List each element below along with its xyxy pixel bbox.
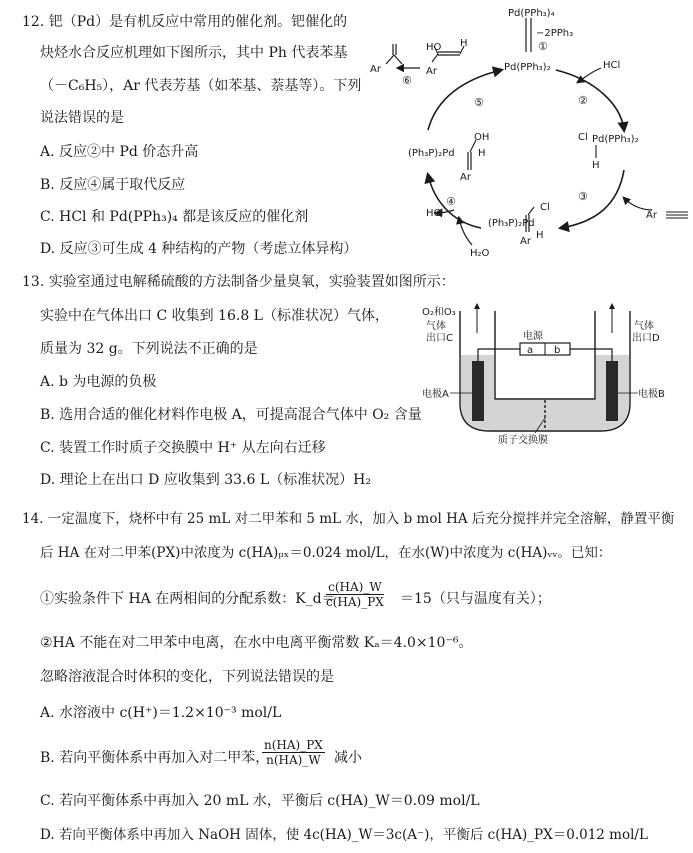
q14-option-b-suffix: 减小: [334, 750, 362, 766]
ho-label-top: HO: [426, 42, 442, 53]
pd-pph3-2-right: Pd(PPh₃)₂: [592, 134, 639, 145]
cl-label-right: Cl: [578, 132, 588, 143]
step-1-label: ①: [538, 40, 548, 53]
h-label-left: H: [478, 148, 486, 159]
electrode-a-label: 电极A: [422, 389, 449, 400]
q13-option-a[interactable]: A. b 为电源的负极: [40, 374, 157, 390]
step-4-label: ④: [446, 195, 456, 208]
q14-option-d[interactable]: D. 若向平衡体系中再加入 NaOH 固体，使 4c(HA)_W＝3c(A⁻)，平衡后 c(HA)_PX＝0.012 mol/L: [40, 827, 648, 843]
ar-alkyne-label: Ar: [646, 210, 657, 221]
q14-item2: ②HA 不能在对二甲苯中电离，在水中电离平衡常数 Kₐ＝4.0×10⁻⁶。: [40, 635, 473, 651]
oh-label-left: OH: [474, 132, 490, 143]
q12-option-c[interactable]: C. HCl 和 Pd(PPh₃)₄ 都是该反应的催化剂: [40, 209, 309, 225]
ar-label-left: Ar: [460, 172, 471, 183]
q14-option-a[interactable]: A. 水溶液中 c(H⁺)＝1.2×10⁻³ mol/L: [40, 705, 282, 721]
q12-option-d[interactable]: D. 反应③可生成 4 种结构的产物（考虑立体异构）: [40, 241, 358, 257]
q13-stem-line2: 实验中在气体出口 C 收集到 16.8 L（标准状况）气体，: [40, 308, 389, 324]
option-b-denominator: n(HA)_W: [266, 753, 321, 767]
q12-option-a[interactable]: A. 反应②中 Pd 价态升高: [40, 144, 199, 160]
step-3-label: ③: [578, 190, 588, 203]
gas-outlet-d-line1: 气体: [634, 321, 654, 332]
q12-stem-line2: 炔烃水合反应机理如下图所示，其中 Ph 代表苯基: [40, 45, 348, 61]
gas-outlet-c-line1: 气体: [426, 321, 446, 332]
power-label: 电源: [523, 331, 543, 342]
electrode-b: [606, 361, 618, 421]
partition-coefficient-fraction: [326, 580, 384, 609]
hcl-out-label: HCl: [426, 208, 444, 219]
cl-label-bottom: Cl: [540, 202, 550, 213]
q12-stem-line3: （－C₆H₅），Ar 代表芳基（如苯基、萘基等）。下列: [40, 78, 362, 94]
q13-stem-line1: 13. 实验室通过电解稀硫酸的方法制备少量臭氧，实验装置如图所示：: [22, 274, 455, 290]
option-b-fraction: [262, 738, 325, 767]
fraction-denominator: c(HA)_PX: [326, 595, 384, 609]
q14-option-c[interactable]: C. 若向平衡体系中再加入 20 mL 水，平衡后 c(HA)_W＝0.09 mol/L: [40, 793, 480, 809]
pd-pph3-4-label: Pd(PPh₃)₄: [508, 8, 555, 19]
ar-label-bottom: Ar: [520, 236, 531, 247]
step-2-label: ②: [578, 94, 588, 107]
h-label-right: H: [592, 160, 600, 171]
ar-label-top: Ar: [426, 66, 437, 77]
cycle-arrow-3: [561, 170, 624, 228]
q14-item1-suffix: ＝15（只与温度有关）；: [400, 591, 551, 607]
q13-option-b[interactable]: B. 选用合适的催化材料作电极 A，可提高混合气体中 O₂ 含量: [40, 407, 422, 423]
q14-stem-line2: 后 HA 在对二甲苯(PX)中浓度为 c(HA)ₚₓ＝0.024 mol/L，在水(W)中浓度为 c(HA)ᵥᵥ。已知：: [40, 545, 612, 561]
q14-option-b-prefix[interactable]: B. 若向平衡体系中再加入对二甲苯，: [40, 750, 270, 766]
q12-stem-line1: 12. 钯（Pd）是有机反应中常用的催化剂。钯催化的: [22, 14, 348, 30]
ar-ketone-label: Ar: [370, 64, 381, 75]
q13-stem-line3: 质量为 32 g。下列说法不正确的是: [40, 341, 258, 357]
q12-stem-line4: 说法错误的是: [40, 110, 124, 126]
fraction-numerator: c(HA)_W: [328, 580, 382, 594]
electrode-b-label: 电极B: [638, 389, 665, 400]
q14-item1-prefix: ①实验条件下 HA 在两相间的分配系数：K_d＝: [40, 591, 336, 607]
cycle-arrow-5: [428, 70, 501, 130]
q13-option-c[interactable]: C. 装置工作时质子交换膜中 H⁺ 从左向右迁移: [40, 440, 326, 456]
pd-pph3-2-center: Pd(PPh₃)₂: [504, 62, 551, 73]
catalytic-cycle-diagram: [356, 0, 693, 266]
pd-label-left: (Ph₃P)₂Pd: [408, 148, 455, 159]
alkyne-in-arrow: [624, 198, 652, 210]
q13-option-d[interactable]: D. 理论上在出口 D 应收集到 33.6 L（标准状况）H₂: [40, 472, 371, 488]
minus-pph3-label: −2PPh₃: [536, 28, 574, 39]
step-5-label: ⑤: [474, 96, 484, 109]
terminal-b-label: b: [554, 345, 561, 356]
option-b-numerator: n(HA)_PX: [264, 738, 323, 752]
gas-outlet-d-line2: 出口D: [632, 333, 660, 344]
h-label-top: H: [460, 38, 468, 49]
q14-stem-line5: 忽略溶液混合时体积的变化，下列说法错误的是: [40, 669, 334, 685]
pd-label-bottom: (Ph₃P)₂Pd: [488, 218, 535, 229]
q14-stem-line1: 14. 一定温度下，烧杯中有 25 mL 对二甲苯和 5 mL 水，加入 b mol HA 后充分搅拌并完全溶解，静置平衡: [22, 511, 675, 527]
gas-outlet-c-line2: 出口C: [426, 333, 453, 344]
terminal-a-label: a: [527, 345, 534, 356]
hcl-in-arrow: [578, 68, 601, 82]
h2o-in-arrow: [459, 218, 472, 245]
electrode-a: [472, 361, 484, 421]
cycle-arrow-2: [556, 70, 624, 130]
step-6-label: ⑥: [402, 74, 412, 87]
electrolysis-apparatus: [420, 303, 680, 445]
q12-option-b[interactable]: B. 反应④属于取代反应: [40, 177, 186, 193]
membrane-label: 质子交换膜: [498, 435, 548, 445]
h2o-label: H₂O: [470, 248, 490, 259]
h-label-bottom: H: [536, 230, 544, 241]
hcl-in-label: HCl: [603, 60, 621, 71]
o2-o3-label: O₂和O₃: [422, 307, 456, 318]
